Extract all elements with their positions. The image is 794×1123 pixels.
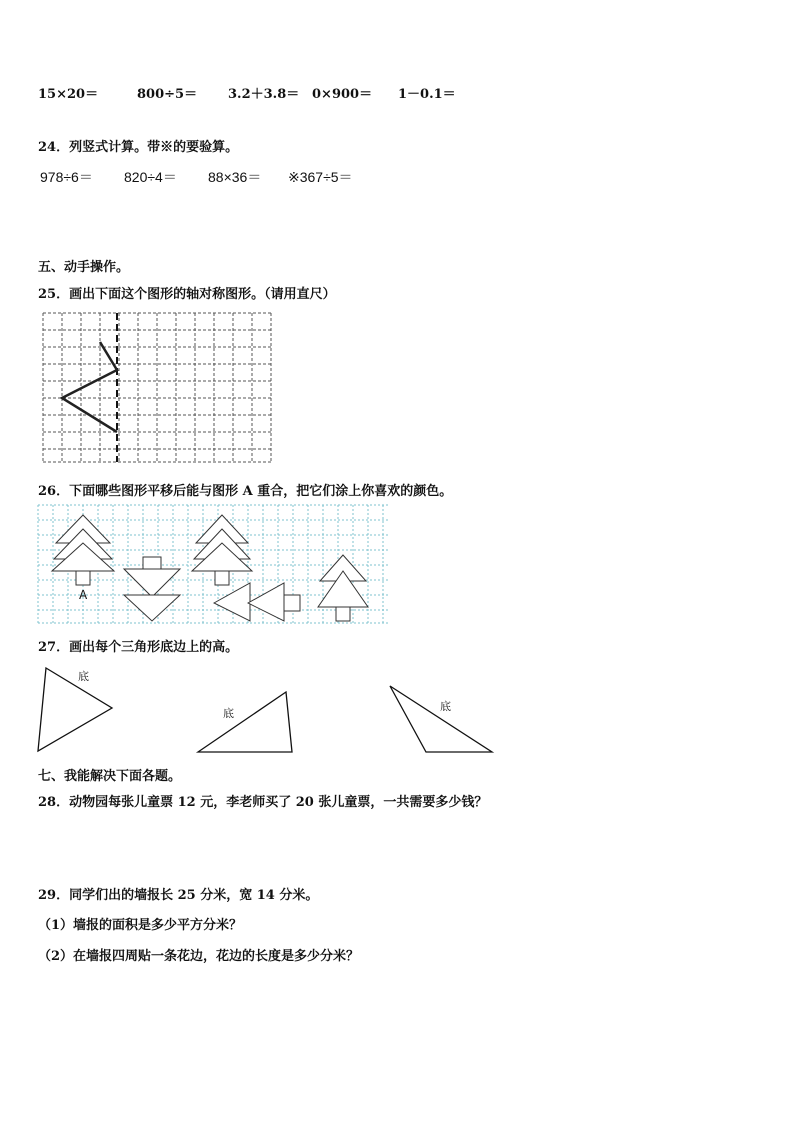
q29-sub2: （2）在墙报四周贴一条花边，花边的长度是多少分米？ — [38, 949, 360, 964]
q27-triangle-3 — [390, 686, 492, 752]
q26-translation-grid — [36, 503, 390, 625]
q25-grid-lines — [43, 313, 271, 462]
oral-calc-1: 15×20＝ — [38, 87, 99, 102]
q27-triangles — [36, 662, 496, 756]
section-7-title: 七、我能解决下面各题。 — [38, 769, 182, 784]
oral-calc-3: 3.2＋3.8＝ — [228, 87, 300, 102]
q24-title: 24．列竖式计算。带※的要验算。 — [38, 140, 239, 155]
q26-inverted-tree — [124, 557, 180, 621]
q25-symmetry-grid — [40, 310, 274, 466]
q24-item-2: 820÷4＝ — [124, 169, 177, 185]
q24-item-3: 88×36＝ — [208, 169, 262, 185]
section-5-title: 五、动手操作。 — [38, 260, 130, 275]
q24-item-4: ※367÷5＝ — [288, 169, 353, 185]
oral-calc-2: 800÷5＝ — [137, 87, 198, 102]
q25-half-figure — [62, 342, 117, 432]
q28-title: 28．动物园每张儿童票 12 元，李老师买了 20 张儿童票，一共需要多少钱？ — [38, 795, 488, 810]
q26-tree-rotated — [214, 583, 300, 621]
q24-item-1: 978÷6＝ — [40, 169, 93, 185]
q29-title: 29．同学们出的墙报长 25 分米，宽 14 分米。 — [38, 888, 319, 903]
q27-base-label-3: 底 — [440, 700, 451, 713]
q27-base-label-1: 底 — [78, 670, 89, 683]
q26-label-a: A — [79, 588, 88, 602]
q26-title: 26．下面哪些图形平移后能与图形 A 重合，把它们涂上你喜欢的颜色。 — [38, 484, 453, 499]
q27-triangle-2 — [198, 692, 292, 752]
q29-sub1: （1）墙报的面积是多少平方分米？ — [38, 918, 243, 933]
q26-tree-large — [318, 555, 368, 621]
q27-triangle-1 — [38, 668, 112, 751]
q25-title: 25．画出下面这个图形的轴对称图形。（请用直尺） — [38, 287, 336, 302]
q27-title: 27．画出每个三角形底边上的高。 — [38, 640, 239, 655]
oral-calc-4: 0×900＝ — [312, 87, 373, 102]
oral-calc-5: 1－0.1＝ — [398, 87, 456, 102]
q26-tree-a — [52, 515, 114, 585]
q27-base-label-2: 底 — [223, 707, 234, 720]
